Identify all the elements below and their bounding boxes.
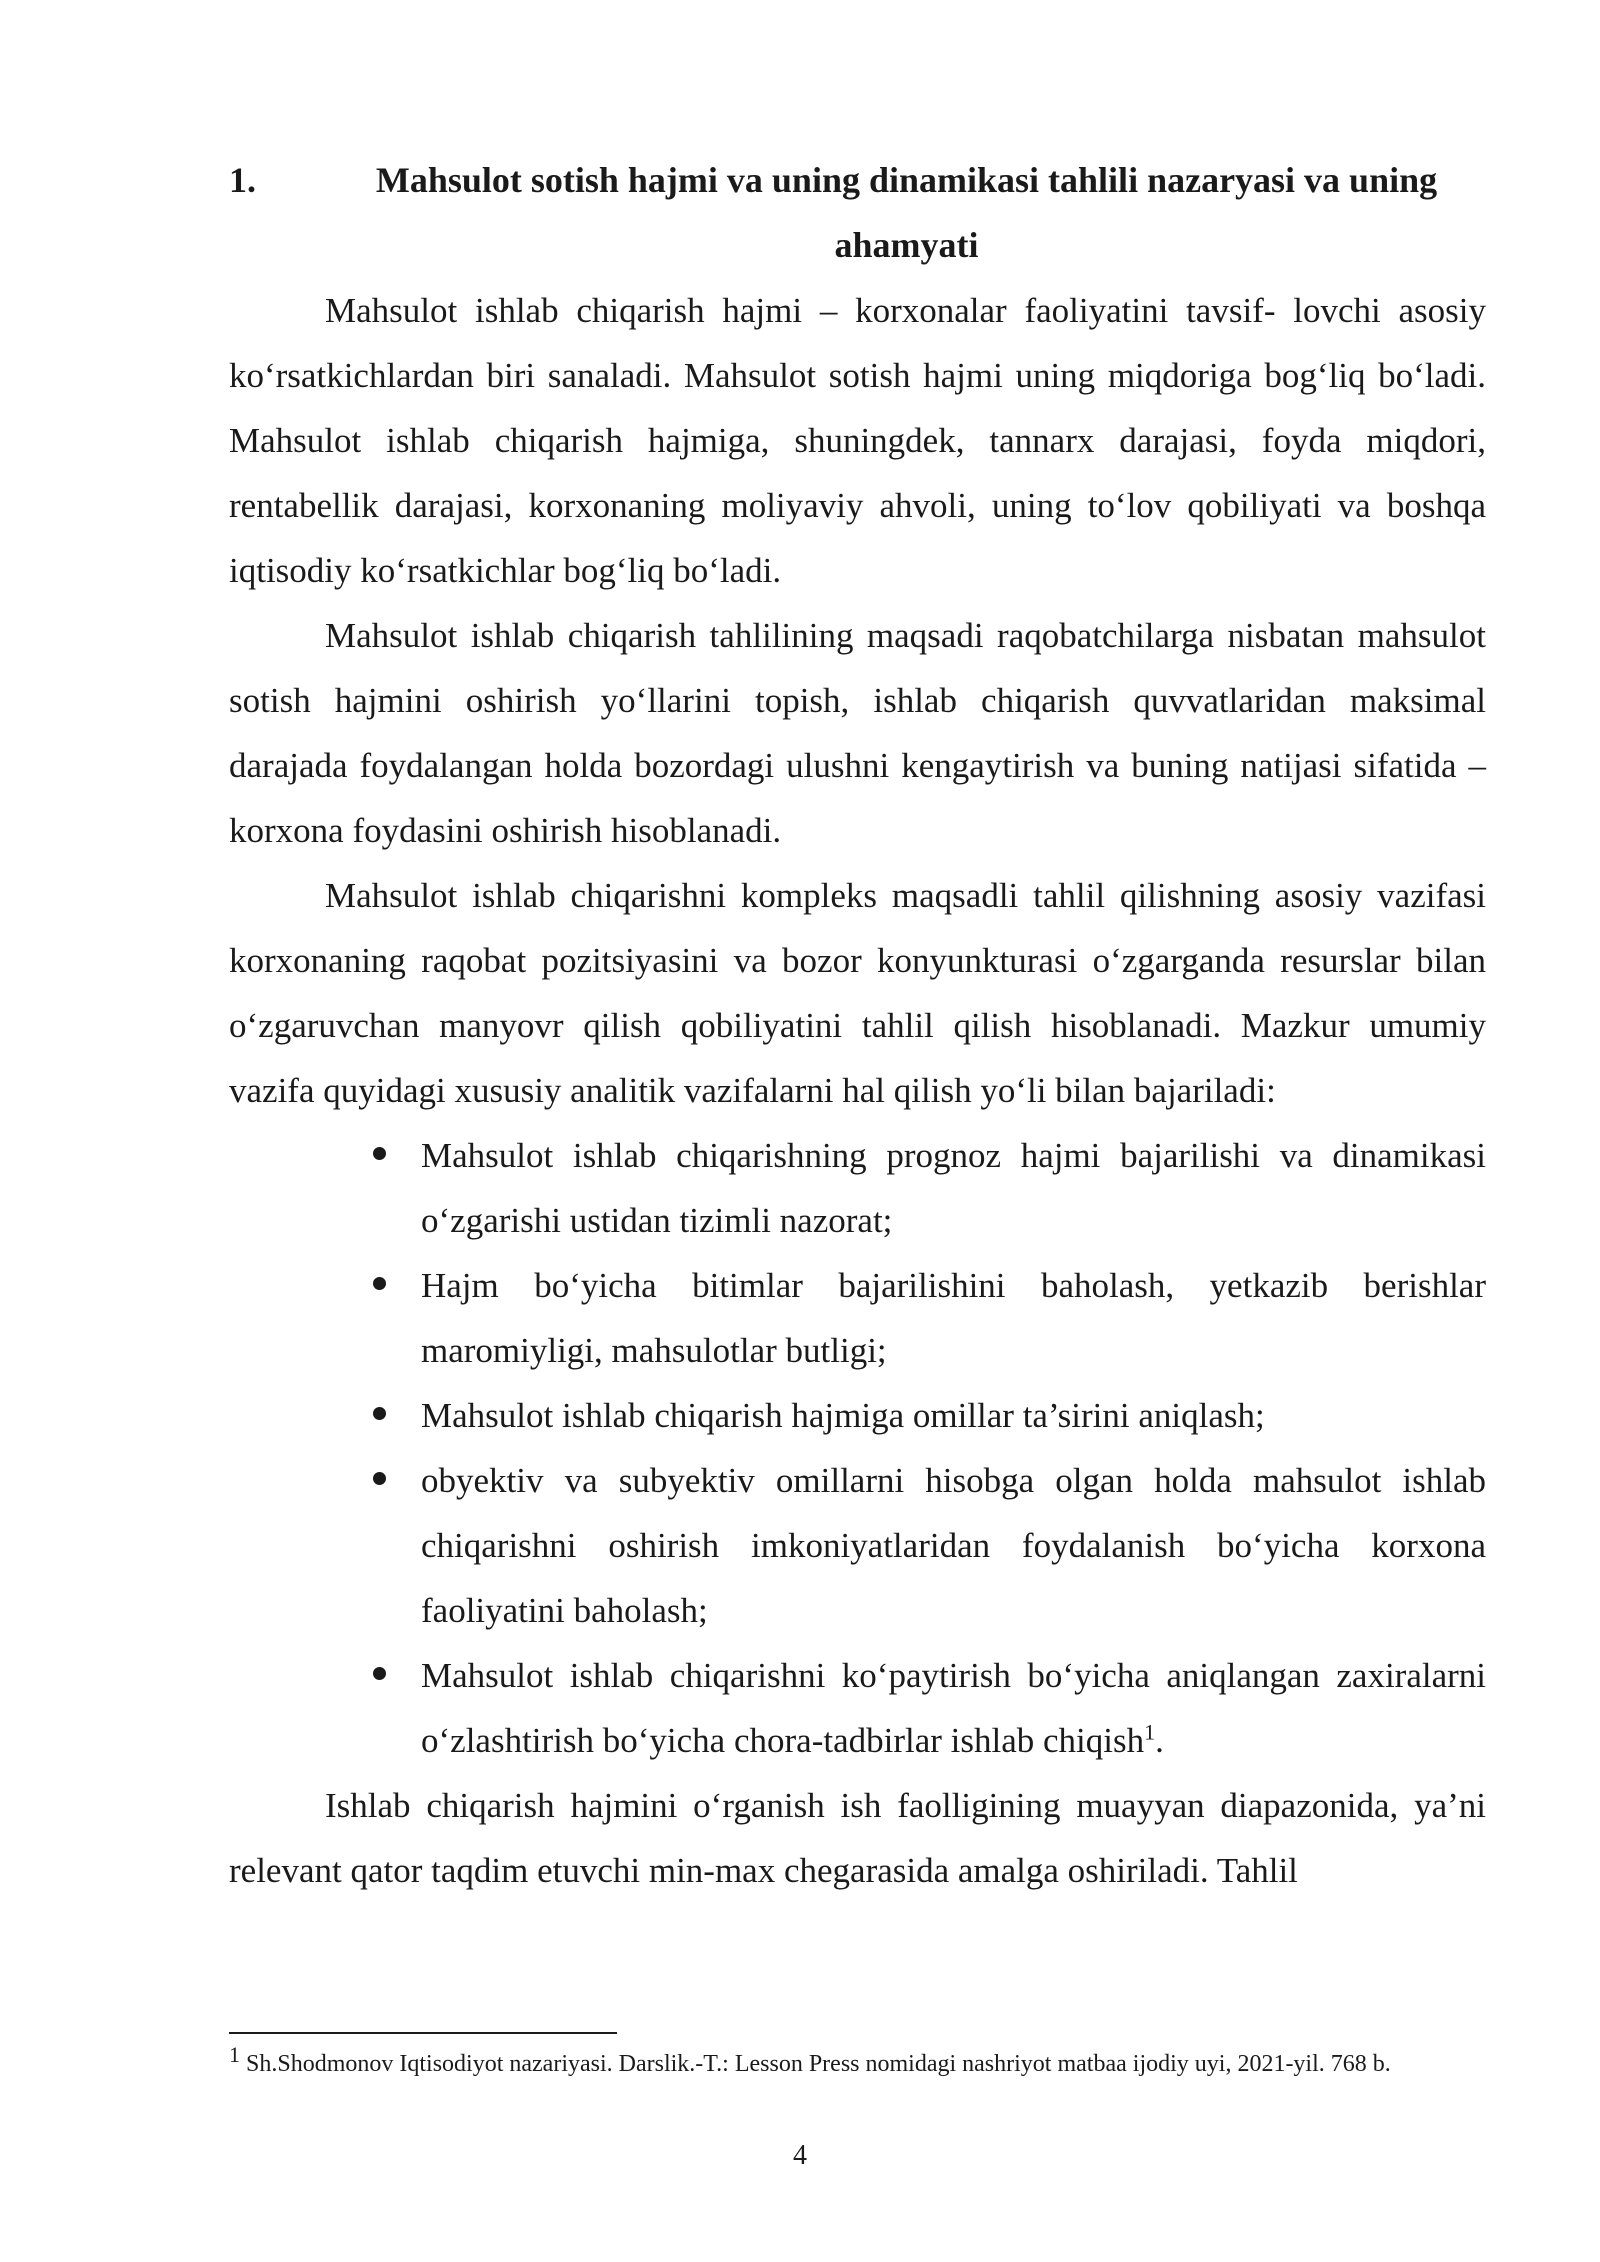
list-item — [421, 1383, 1486, 1448]
page-number: 4 — [793, 2140, 807, 2171]
paragraph-1: Mahsulot ishlab chiqarish hajmi – korxonalar faoliyatini tavsif- lovchi asosiy ko‘rsatkichlardan biri sanaladi. Mahsulot sotish hajmi uning miqdoriga bog‘liq bo‘ladi. Mahsulot ishlab chiqarish hajmiga, shuningdek, tannarx darajasi, foyda miqdori, rentabellik darajasi, korxonaning moliyaviy ahvoli, uning to‘lov qobiliyati va boshqa iqtisodiy ko‘rsatkichlar bog‘liq bo‘ladi. — [229, 291, 1486, 590]
footnote-marker: 1 — [229, 2042, 240, 2067]
task-list — [229, 1123, 1486, 1773]
list-item-text: Mahsulot ishlab chiqarish hajmiga omillar ta’sirini aniqlash; — [421, 1396, 1265, 1435]
section-title: Mahsulot sotish hajmi va uning dinamikasi tahlili nazaryasi va uning ahamyati — [375, 160, 1438, 265]
footnote-text: Sh.Shodmonov Iqtisodiyot nazariyasi. Darslik.-T.: Lesson Press nomidagi nashriyot matbaa ijodiy uyi, 2021-yil. 768 b. — [246, 2051, 1391, 2077]
list-item-text: Mahsulot ishlab chiqarishning prognoz hajmi bajarilishi va dinamikasi o‘zgarishi ustidan tizimli nazorat; — [421, 1136, 1486, 1240]
section-number: 1. — [229, 160, 256, 200]
page-body — [229, 148, 1486, 1903]
footnote — [229, 2042, 1486, 2081]
paragraph-3: Mahsulot ishlab chiqarishni kompleks maqsadli tahlil qilishning asosiy vazifasi korxonaning raqobat pozitsiyasini va bozor konyunkturasi o‘zgarganda resurslar bilan o‘zgaruvchan manyovr qilish qobiliyatini tahlil qilish hisoblanadi. Mazkur umumiy vazifa quyidagi xususiy analitik vazifalarni hal qilish yo‘li bilan bajariladi: — [229, 876, 1486, 1110]
paragraph-4: Ishlab chiqarish hajmini o‘rganish ish faolligining muayyan diapazonida, ya’ni relevant qator taqdim etuvchi min-max chegarasida amalga oshiriladi. Tahlil — [229, 1786, 1486, 1890]
list-item-end: . — [1155, 1721, 1164, 1760]
list-item — [421, 1643, 1486, 1773]
list-item — [421, 1123, 1486, 1253]
list-item-text: Hajm bo‘yicha bitimlar bajarilishini baholash, yetkazib berishlar maromiyligi, mahsulotlar butligi; — [421, 1266, 1486, 1370]
list-item — [421, 1253, 1486, 1383]
bullet-icon — [373, 1472, 386, 1485]
footnote-reference[interactable]: 1 — [1144, 1719, 1156, 1745]
bullet-icon — [373, 1667, 386, 1680]
paragraph-2: Mahsulot ishlab chiqarish tahlilining maqsadi raqobatchilarga nisbatan mahsulot sotish hajmini oshirish yo‘llarini topish, ishlab chiqarish quvvatlaridan maksimal darajada foydalangan holda bozordagi ulushni kengaytirish va buning natijasi sifatida – korxona foydasini oshirish hisoblanadi. — [229, 616, 1486, 850]
list-item-text: obyektiv va subyektiv omillarni hisobga olgan holda mahsulot ishlab chiqarishni oshirish imkoniyatlaridan foydalanish bo‘yicha korxona faoliyatini baholash; — [421, 1461, 1486, 1630]
bullet-icon — [373, 1407, 386, 1420]
list-item — [421, 1448, 1486, 1643]
footnote-separator — [229, 2032, 617, 2034]
section-heading — [229, 148, 1486, 278]
bullet-icon — [373, 1147, 386, 1160]
bullet-icon — [373, 1277, 386, 1290]
list-item-text: Mahsulot ishlab chiqarishni ko‘paytirish bo‘yicha aniqlangan zaxiralarni o‘zlashtirish bo‘yicha chora-tadbirlar ishlab chiqish — [421, 1656, 1486, 1760]
